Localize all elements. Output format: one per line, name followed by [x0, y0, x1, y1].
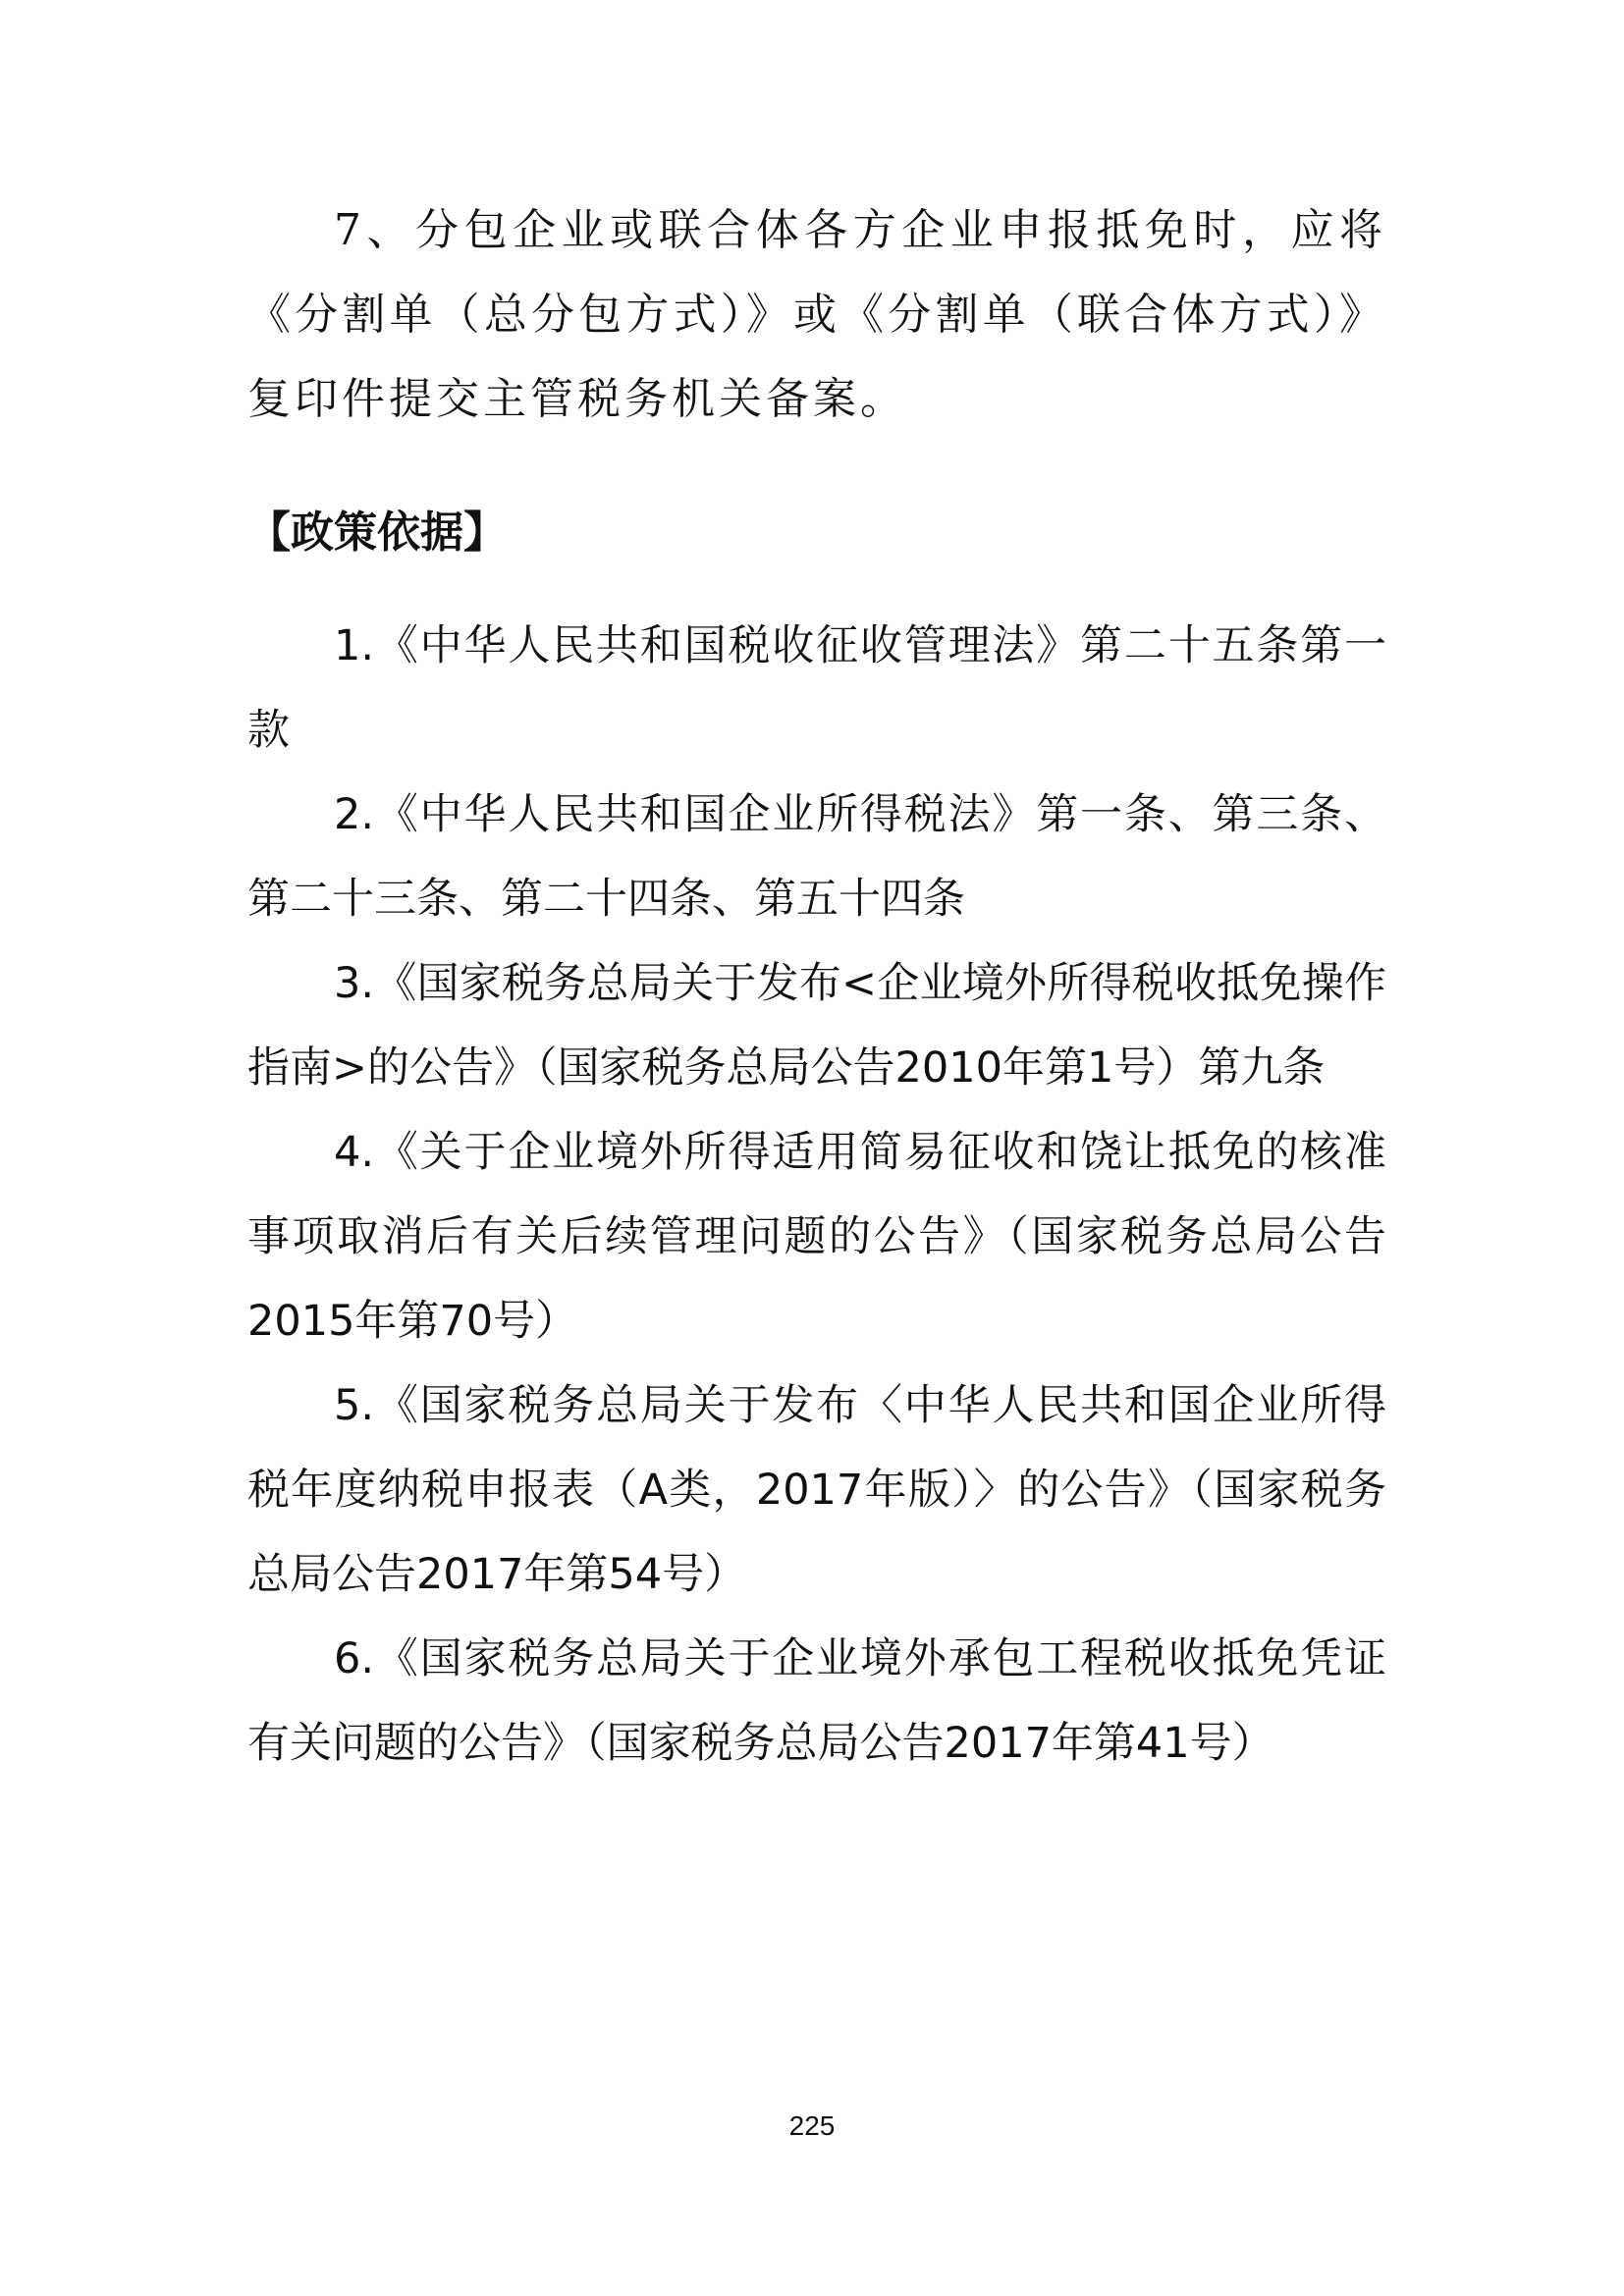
policy-basis-item: 4.《关于企业境外所得适用简易征收和饶让抵免的核准事项取消后有关后续管理问题的公告》（国家税务总局公告2015年第70号） — [247, 1128, 1386, 1346]
policy-basis-item: 2.《中华人民共和国企业所得税法》第一条、第三条、第二十三条、第二十四条、第五十四条 — [247, 790, 1386, 924]
paragraph-item-7: 7、分包企业或联合体各方企业申报抵免时，应将《分割单（总分包方式）》或《分割单（联合体方式）》复印件提交主管税务机关备案。 — [247, 205, 1386, 424]
policy-basis-item: 3.《国家税务总局关于发布<企业境外所得税收抵免操作指南>的公告》（国家税务总局公告2010年第1号）第九条 — [247, 959, 1386, 1093]
page-number: 225 — [788, 2110, 836, 2141]
policy-basis-item: 5.《国家税务总局关于发布〈中华人民共和国企业所得税年度纳税申报表（A类，2017年版）〉的公告》（国家税务总局公告2017年第54号） — [247, 1381, 1386, 1599]
policy-basis-item: 1.《中华人民共和国税收征收管理法》第二十五条第一款 — [247, 621, 1386, 755]
section-heading-policy-basis: 【政策依据】 — [247, 507, 507, 558]
policy-basis-item: 6.《国家税务总局关于企业境外承包工程税收抵免凭证有关问题的公告》（国家税务总局公告2017年第41号） — [247, 1634, 1386, 1768]
policy-basis-list — [247, 604, 1386, 1786]
